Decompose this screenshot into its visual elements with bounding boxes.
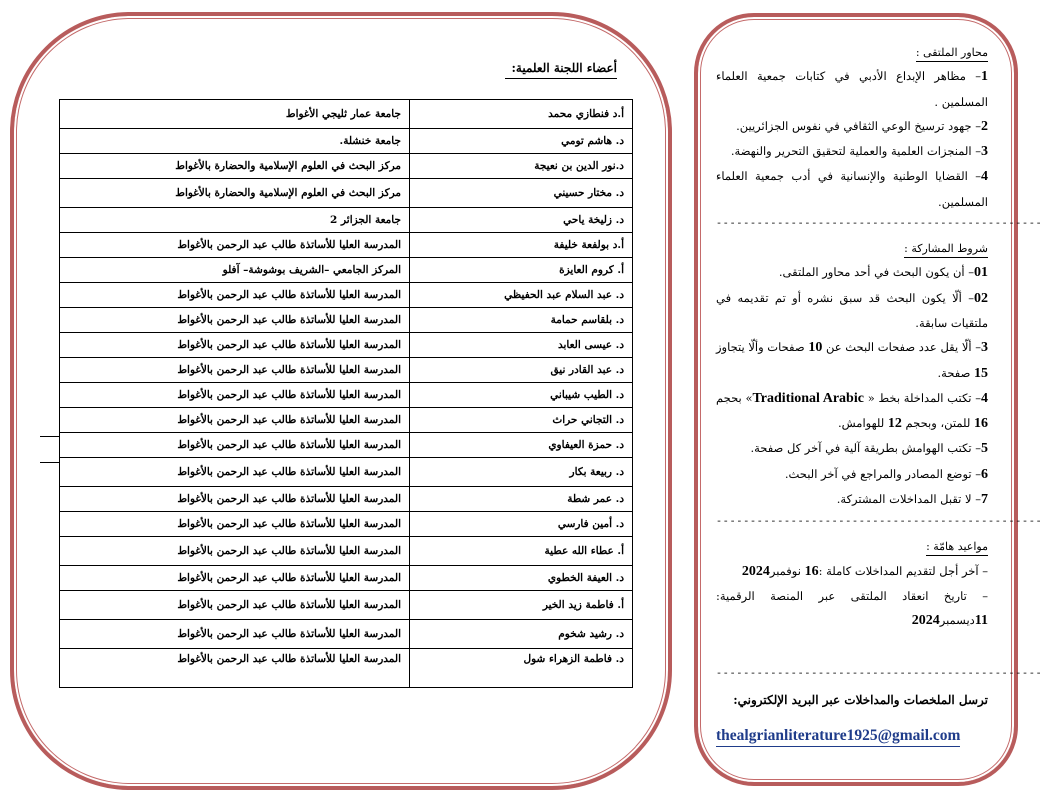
member-name: د. رشيد شخوم	[410, 620, 633, 649]
member-name: د. هاشم تومي	[410, 129, 633, 154]
committee-row	[60, 566, 633, 591]
member-institution: المدرسة العليا للأساتذة طالب عبد الرحمن بالأغواط	[60, 458, 410, 487]
member-institution: المدرسة العليا للأساتذة طالب عبد الرحمن بالأغواط	[60, 358, 410, 383]
member-institution: المدرسة العليا للأساتذة طالب عبد الرحمن بالأغواط	[60, 512, 410, 537]
member-name: د. أمين فارسي	[410, 512, 633, 537]
committee-row	[60, 154, 633, 179]
axis-item: 2– جهود ترسيخ الوعي الثقافي في نفوس الجزائريين.	[736, 118, 988, 134]
axis-item: 1– مظاهر الإبداع الأدبي في كتابات جمعية العلماء المسلمين .	[716, 69, 988, 109]
member-institution: مركز البحث في العلوم الإسلامية والحضارة بالأغواط	[60, 179, 410, 208]
condition-item: 3– ألّا يقل عدد صفحات البحث عن 10 صفحات وألّا يتجاوز 15 صفحة.	[715, 340, 988, 381]
member-name: د.نور الدين بن نعيجة	[410, 154, 633, 179]
member-name: د. فاطمة الزهراء شول	[410, 649, 633, 688]
member-name: أ. فاطمة زيد الخير	[410, 591, 633, 620]
member-name: د. حمزة العيفاوي	[410, 433, 633, 458]
member-name: أ. عطاء الله عطية	[410, 537, 633, 566]
member-institution: المدرسة العليا للأساتذة طالب عبد الرحمن بالأغواط	[60, 233, 410, 258]
committee-row	[60, 179, 633, 208]
member-institution: المدرسة العليا للأساتذة طالب عبد الرحمن بالأغواط	[60, 383, 410, 408]
committee-row	[60, 537, 633, 566]
member-institution: المدرسة العليا للأساتذة طالب عبد الرحمن بالأغواط	[60, 566, 410, 591]
committee-row	[60, 100, 633, 129]
member-name: أ.د فنطازي محمد	[410, 100, 633, 129]
committee-row	[60, 487, 633, 512]
contact-label: ترسل الملخصات والمداخلات عبر البريد الإلكتروني:	[733, 692, 988, 707]
condition-item: 6– توضع المصادر والمراجع في آخر البحث.	[784, 466, 988, 482]
axis-item: 3– المنجزات العلمية والعملية لتحقيق التحرير والنهضة.	[730, 144, 988, 160]
committee-row	[60, 591, 633, 620]
member-name: د. الطيب شيباني	[410, 383, 633, 408]
divider: ------------------------------------------------	[716, 517, 1042, 529]
committee-row	[60, 408, 633, 433]
member-institution: المدرسة العليا للأساتذة طالب عبد الرحمن بالأغواط	[60, 649, 410, 688]
committee-row	[60, 433, 633, 458]
member-institution: المدرسة العليا للأساتذة طالب عبد الرحمن بالأغواط	[60, 408, 410, 433]
committee-table	[59, 99, 633, 688]
axes-section	[716, 40, 988, 214]
member-name: د. عيسى العابد	[410, 333, 633, 358]
member-institution: المدرسة العليا للأساتذة طالب عبد الرحمن بالأغواط	[60, 308, 410, 333]
member-institution: مركز البحث في العلوم الإسلامية والحضارة بالأغواط	[60, 154, 410, 179]
committee-row	[60, 333, 633, 358]
member-name: د. التجاني حراث	[410, 408, 633, 433]
divider: ------------------------------------------------	[716, 219, 1042, 231]
member-institution: المدرسة العليا للأساتذة طالب عبد الرحمن بالأغواط	[60, 620, 410, 649]
committee-row	[60, 358, 633, 383]
condition-item: 02– ألّا يكون البحث قد سبق نشره أو تم تقديمه في ملتقيات سابقة.	[716, 290, 988, 330]
committee-row	[60, 283, 633, 308]
member-name: د. عبد السلام عبد الحفيظي	[410, 283, 633, 308]
axis-item: 4– القضايا الوطنية والإنسانية في أدب جمعية العلماء المسلمين.	[716, 169, 988, 209]
member-name: د. ربيعة بكار	[410, 458, 633, 487]
member-institution: المدرسة العليا للأساتذة طالب عبد الرحمن بالأغواط	[60, 333, 410, 358]
member-institution: المدرسة العليا للأساتذة طالب عبد الرحمن بالأغواط	[60, 283, 410, 308]
member-institution: المدرسة العليا للأساتذة طالب عبد الرحمن بالأغواط	[60, 591, 410, 620]
committee-title: أعضاء اللجنة العلمية:	[505, 58, 617, 79]
conditions-section	[716, 236, 988, 512]
committee-row	[60, 512, 633, 537]
contact-email-link[interactable]: thealgrianliterature1925@gmail.com	[716, 726, 960, 747]
condition-item: 01– أن يكون البحث في أحد محاور الملتقى.	[778, 265, 988, 281]
member-institution: جامعة عمار ثليجي الأغواط	[60, 100, 410, 129]
committee-row	[60, 308, 633, 333]
member-name: أ.د بولفعة خليفة	[410, 233, 633, 258]
member-institution: المدرسة العليا للأساتذة طالب عبد الرحمن بالأغواط	[60, 433, 410, 458]
committee-row	[60, 129, 633, 154]
info-panel	[715, 40, 1042, 748]
axes-heading: محاور الملتقى :	[916, 45, 988, 62]
member-name: د. بلقاسم حمامة	[410, 308, 633, 333]
member-name: د. عمر شطة	[410, 487, 633, 512]
member-name: أ. كروم العايزة	[410, 258, 633, 283]
member-name: د. العيفة الخطوي	[410, 566, 633, 591]
condition-item: 4– تكتب المداخلة بخط « Traditional Arabic» بحجم 16 للمتن، وبحجم 12 للهوامش.	[716, 390, 988, 432]
dates-section	[716, 534, 988, 633]
event-date: – تاريخ انعقاد الملتقى عبر المنصة الرقمية: 11ديسمبر2024	[716, 588, 988, 629]
committee-row	[60, 208, 633, 233]
condition-item: 5– تكتب الهوامش بطريقة آلية في آخر كل صفحة.	[750, 441, 988, 457]
member-institution: المدرسة العليا للأساتذة طالب عبد الرحمن بالأغواط	[60, 487, 410, 512]
committee-row	[60, 233, 633, 258]
conditions-heading: شروط المشاركة :	[904, 241, 988, 258]
committee-row	[60, 649, 633, 688]
dates-heading: مواعيد هامّة :	[926, 539, 988, 556]
committee-row	[60, 620, 633, 649]
member-institution: المركز الجامعي –الشريف بوشوشة– آفلو	[60, 258, 410, 283]
member-institution: جامعة الجزائر 2	[60, 208, 410, 233]
condition-item: 7– لا تقبل المداخلات المشتركة.	[836, 492, 988, 508]
divider: ------------------------------------------------	[716, 668, 1042, 680]
committee-row	[60, 258, 633, 283]
deadline-date: – آخر أجل لتقديم المداخلات كاملة :16 نوفمبر2024	[741, 563, 988, 579]
member-name: د. مختار حسيني	[410, 179, 633, 208]
member-institution: جامعة خنشلة.	[60, 129, 410, 154]
committee-row	[60, 458, 633, 487]
table-stub-line	[40, 436, 60, 437]
member-name: د. زليخة ياحي	[410, 208, 633, 233]
committee-row	[60, 383, 633, 408]
member-institution: المدرسة العليا للأساتذة طالب عبد الرحمن بالأغواط	[60, 537, 410, 566]
member-name: د. عبد القادر نيق	[410, 358, 633, 383]
table-stub-line	[40, 462, 60, 463]
